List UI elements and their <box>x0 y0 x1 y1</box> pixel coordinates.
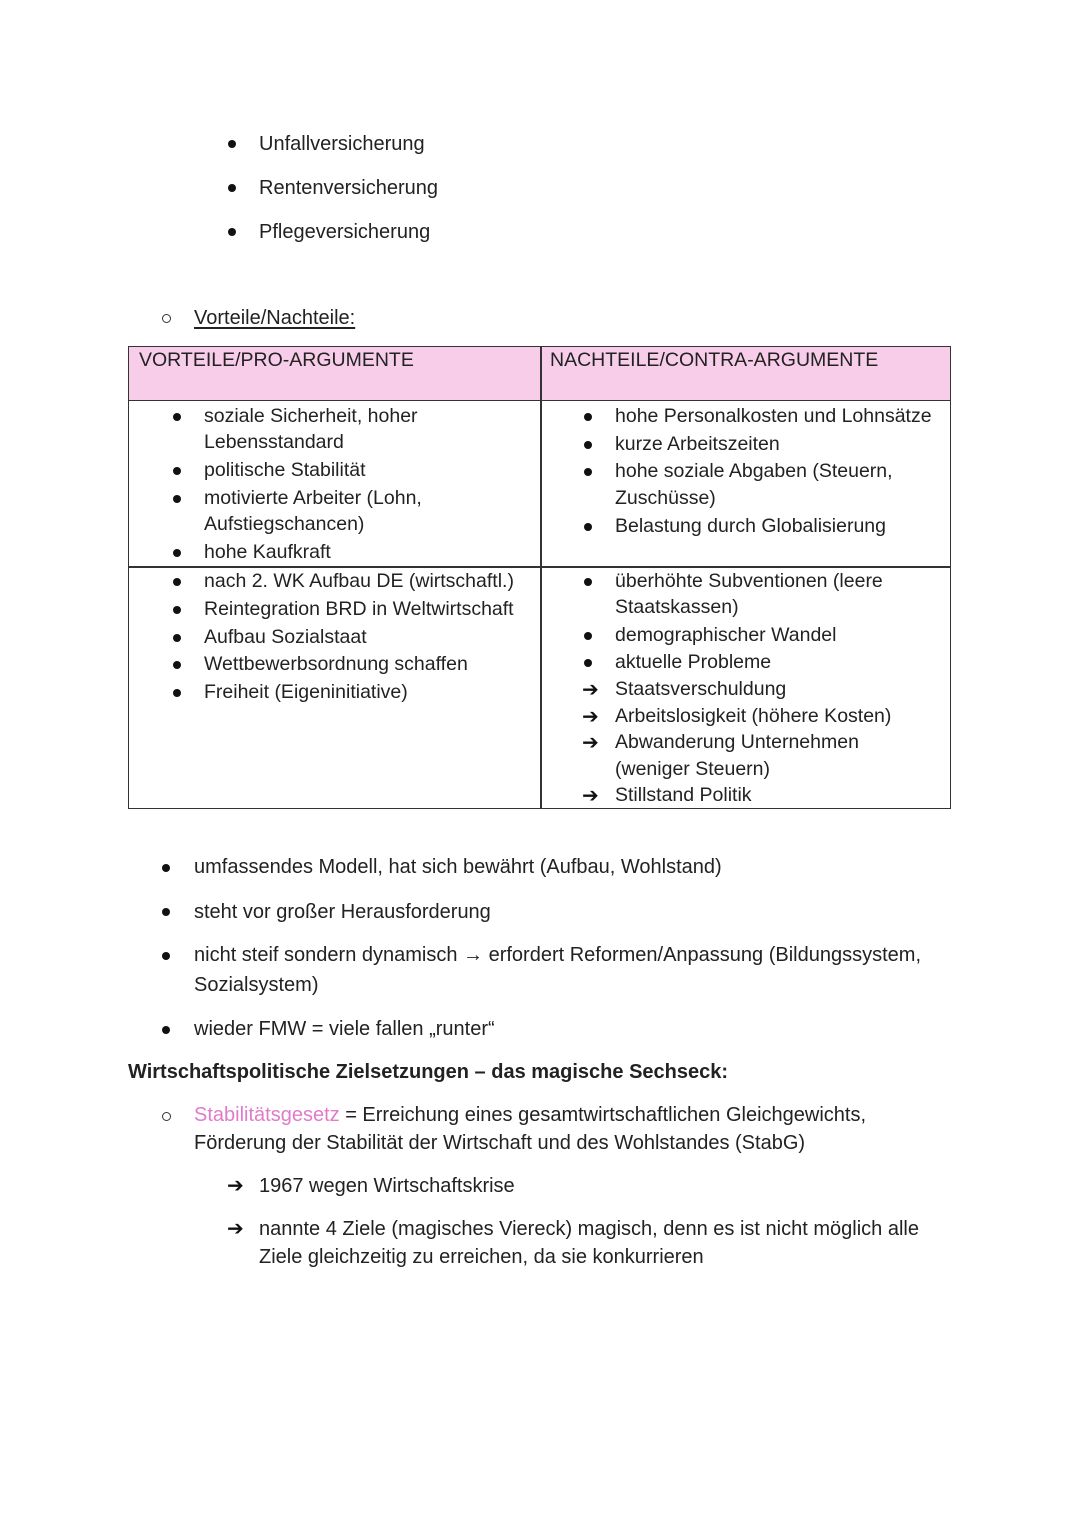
bullet-icon <box>162 952 170 960</box>
table-cell-line: Arbeitslosigkeit (höhere Kosten) <box>615 705 892 727</box>
pro-contra-table <box>128 346 951 809</box>
table-cell-line: demographischer Wandel <box>615 624 837 646</box>
bullet-icon <box>173 549 181 557</box>
table-cell-line: Staatsverschuldung <box>615 678 787 700</box>
bullet-icon <box>162 908 170 916</box>
table-cell-line: motivierte Arbeiter (Lohn, <box>204 487 422 509</box>
bullet-icon <box>584 441 592 449</box>
table-cell-line: Lebensstandard <box>204 431 344 453</box>
bullet-icon <box>584 659 592 667</box>
bullet-icon <box>162 1026 170 1034</box>
list-item: Unfallversicherung <box>259 133 425 155</box>
stab-arrow-item-continuation: Ziele gleichzeitig zu erreichen, da sie konkurrieren <box>259 1246 704 1268</box>
table-cell-line: überhöhte Subventionen (leere <box>615 570 883 592</box>
bullet-icon <box>228 184 236 192</box>
list-item: umfassendes Modell, hat sich bewährt (Aufbau, Wohlstand) <box>194 856 722 878</box>
stab-line2: Förderung der Stabilität der Wirtschaft und des Wohlstandes (StabG) <box>194 1132 806 1154</box>
table-cell-line: Freiheit (Eigeninitiative) <box>204 681 408 703</box>
bullet-icon <box>584 468 592 476</box>
header-pro: VORTEILE/PRO-ARGUMENTE <box>139 349 414 371</box>
table-cell-line: hohe Kaufkraft <box>204 541 331 563</box>
bullet-icon <box>173 634 181 642</box>
table-cell-line: soziale Sicherheit, hoher <box>204 405 418 427</box>
bullet-icon <box>173 606 181 614</box>
table-cell-line: Reintegration BRD in Weltwirtschaft <box>204 598 514 620</box>
table-cell-line: Belastung durch Globalisierung <box>615 515 887 537</box>
bullet-icon <box>228 140 236 148</box>
bullet-icon <box>173 689 181 697</box>
table-cell-line: aktuelle Probleme <box>615 651 772 673</box>
table-cell-line: nach 2. WK Aufbau DE (wirtschaftl.) <box>204 570 514 592</box>
list-item: wieder FMW = viele fallen „runter“ <box>194 1018 495 1040</box>
table-cell-line: Stillstand Politik <box>615 784 752 806</box>
arrow-right-icon: ➔ <box>227 1175 244 1197</box>
list-item-continuation: Sozialsystem) <box>194 974 319 996</box>
stab-term: Stabilitätsgesetz <box>194 1104 340 1126</box>
bullet-icon <box>173 495 181 503</box>
table-cell-line: (weniger Steuern) <box>615 758 770 780</box>
bullet-icon <box>584 523 592 531</box>
circle-bullet-icon <box>162 1112 171 1121</box>
table-cell-line: Wettbewerbsordnung schaffen <box>204 653 468 675</box>
table-cell-line: hohe Personalkosten und Lohnsätze <box>615 405 932 427</box>
bullet-icon <box>584 578 592 586</box>
arrow-right-icon: ➔ <box>227 1218 244 1240</box>
circle-bullet-icon <box>162 314 171 323</box>
list-item: steht vor großer Herausforderung <box>194 901 491 923</box>
list-item: Pflegeversicherung <box>259 221 431 243</box>
section-heading-bold: Wirtschaftspolitische Zielsetzungen – das magische Sechseck: <box>128 1061 729 1083</box>
table-cell-line: Aufbau Sozialstaat <box>204 626 367 648</box>
column-divider <box>540 347 542 808</box>
header-contra: NACHTEILE/CONTRA-ARGUMENTE <box>550 349 879 371</box>
table-cell-line: kurze Arbeitszeiten <box>615 433 780 455</box>
stab-arrow-item: nannte 4 Ziele (magisches Viereck) magisch, denn es ist nicht möglich alle <box>259 1218 919 1240</box>
table-cell-line: Zuschüsse) <box>615 487 716 509</box>
stab-line1 <box>194 1101 866 1129</box>
list-item: nicht steif sondern dynamisch → erfordert Reformen/Anpassung (Bildungssystem, <box>194 944 922 966</box>
table-cell-line: hohe soziale Abgaben (Steuern, <box>615 460 893 482</box>
table-cell-line: Staatskassen) <box>615 596 739 618</box>
bullet-icon <box>162 864 170 872</box>
section-heading: Vorteile/Nachteile: <box>194 307 356 329</box>
bullet-icon <box>173 661 181 669</box>
list-item: Rentenversicherung <box>259 177 438 199</box>
arrow-right-icon: ➔ <box>582 785 599 807</box>
bullet-icon <box>584 413 592 421</box>
table-cell-line: Abwanderung Unternehmen <box>615 731 859 753</box>
arrow-right-icon: ➔ <box>582 732 599 754</box>
bullet-icon <box>173 578 181 586</box>
bullet-icon <box>228 228 236 236</box>
bullet-icon <box>173 413 181 421</box>
bullet-icon <box>584 632 592 640</box>
bullet-icon <box>173 467 181 475</box>
table-cell-line: politische Stabilität <box>204 459 366 481</box>
stab-arrow-item: 1967 wegen Wirtschaftskrise <box>259 1175 515 1197</box>
table-cell-line: Aufstiegschancen) <box>204 513 365 535</box>
arrow-right-icon: ➔ <box>582 706 599 728</box>
arrow-right-icon: ➔ <box>582 679 599 701</box>
stab-definition: = Erreichung eines gesamtwirtschaftlichen Gleichgewichts, <box>339 1104 866 1126</box>
